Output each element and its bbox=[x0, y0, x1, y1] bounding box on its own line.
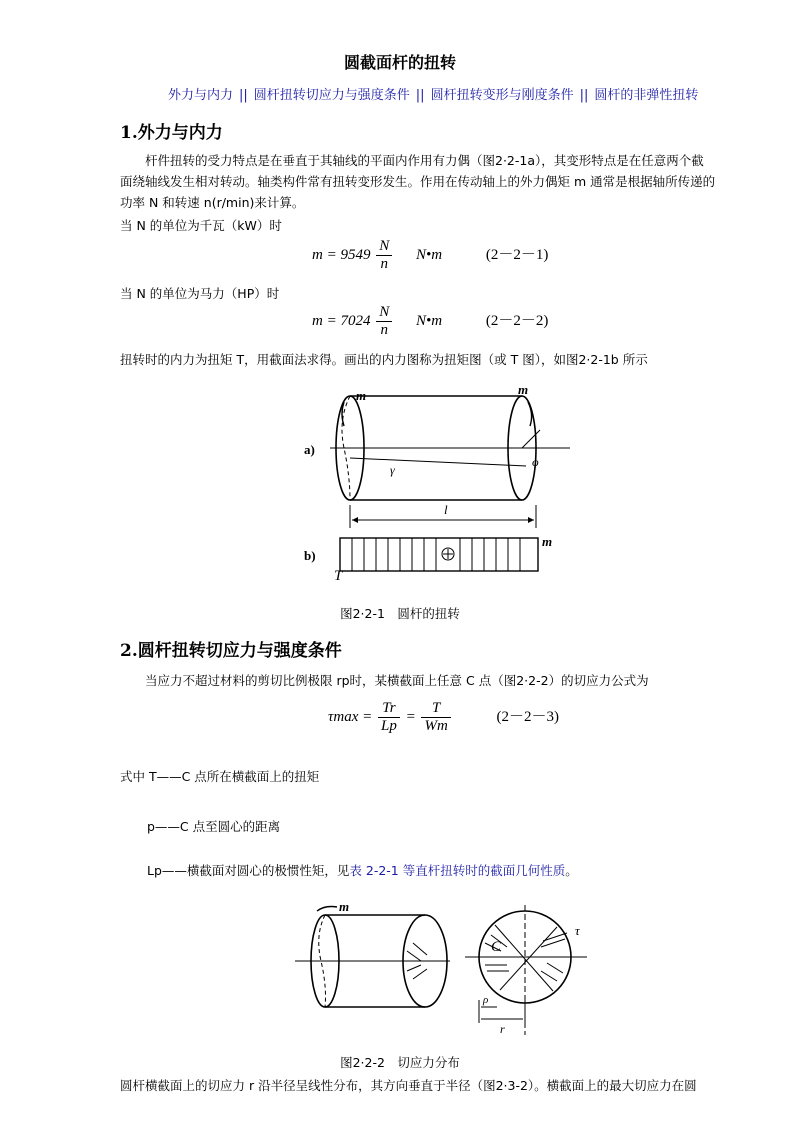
formula-lhs: τmax = bbox=[328, 708, 373, 725]
formula-lhs: m = 7024 bbox=[312, 312, 371, 329]
label-m: m bbox=[356, 388, 367, 403]
label-b: b) bbox=[304, 548, 316, 563]
numerator: N bbox=[376, 304, 392, 322]
label-r: r bbox=[500, 1022, 505, 1036]
equation-number: (2－2－3) bbox=[496, 708, 560, 725]
figure-caption-2: 图2·2-2 切应力分布 bbox=[340, 1055, 460, 1070]
figure-shear-stress-distribution bbox=[295, 895, 595, 1040]
numerator: T bbox=[421, 700, 450, 718]
nav-link-inelastic-torsion[interactable]: 圆杆的非弹性扭转 bbox=[594, 88, 699, 103]
paragraph-line: 当应力不超过材料的剪切比例极限 rp时，某横截面上任意 C 点（图2·2-2）的切应力公式为 bbox=[145, 673, 649, 688]
fraction bbox=[376, 238, 392, 273]
nav-separator: || bbox=[239, 88, 248, 103]
label-l: l bbox=[444, 502, 448, 517]
fraction bbox=[421, 700, 450, 735]
paragraph-line: 当 N 的单位为马力（HP）时 bbox=[120, 286, 280, 301]
label-a: a) bbox=[304, 442, 315, 457]
formula-2-2-2 bbox=[312, 304, 548, 339]
section-nav bbox=[168, 84, 698, 103]
denominator: Wm bbox=[424, 718, 448, 734]
label-tau: τ bbox=[575, 923, 580, 938]
label-C: C bbox=[491, 939, 502, 955]
figure-torsion-bar bbox=[300, 380, 600, 585]
equals-sign: = bbox=[405, 708, 416, 725]
label-rho: ρ bbox=[483, 994, 489, 1006]
paragraph-line: 功率 N 和转速 n(r/min)来计算。 bbox=[120, 195, 305, 210]
page-title: 圆截面杆的扭转 bbox=[343, 53, 456, 72]
paragraph-line: 扭转时的内力为扭矩 T，用截面法求得。画出的内力图称为扭矩图（或 T 图），如图2·2-1b 所示 bbox=[120, 352, 648, 367]
fraction bbox=[378, 700, 400, 735]
where-clause-rho: p——C 点至圆心的距离 bbox=[147, 819, 281, 834]
label-T: T bbox=[334, 568, 343, 584]
formula-unit: N•m bbox=[415, 312, 443, 329]
where-clause-Lp bbox=[147, 860, 578, 881]
denominator: Lp bbox=[380, 718, 397, 734]
formula-unit: N•m bbox=[415, 246, 443, 263]
fraction bbox=[376, 304, 392, 339]
section-heading-1: 1.外力与内力 bbox=[120, 123, 223, 143]
label-phi: φ bbox=[532, 455, 539, 469]
paragraph-line: 杆件扭转的受力特点是在垂直于其轴线的平面内作用有力偶（图2·2-1a），其变形特点是在任意两个截 bbox=[145, 153, 704, 168]
table-link[interactable]: 表 2-2-1 等直杆扭转时的截面几何性质 bbox=[349, 863, 566, 878]
label-m: m bbox=[542, 534, 553, 549]
denominator: n bbox=[380, 322, 388, 338]
numerator: N bbox=[376, 238, 392, 256]
paragraph-line: 圆杆横截面上的切应力 r 沿半径呈线性分布，其方向垂直于半径（图2·3-2）。横截面上的最大切应力在圆 bbox=[120, 1078, 697, 1093]
section-heading-2: 2.圆杆扭转切应力与强度条件 bbox=[120, 641, 342, 661]
label-gamma: γ bbox=[390, 463, 395, 477]
formula-2-2-1 bbox=[312, 238, 548, 273]
equation-number: (2－2－1) bbox=[485, 246, 549, 263]
numerator: Tr bbox=[378, 700, 400, 718]
formula-2-2-3 bbox=[328, 700, 559, 735]
nav-link-deformation-stiffness[interactable]: 圆杆扭转变形与刚度条件 bbox=[430, 88, 574, 103]
label-m: m bbox=[339, 899, 350, 914]
label-m: m bbox=[518, 382, 529, 397]
figure-caption-1: 图2·2-1 圆杆的扭转 bbox=[340, 606, 460, 621]
text: 。 bbox=[565, 863, 578, 878]
equation-number: (2－2－2) bbox=[485, 312, 549, 329]
nav-separator: || bbox=[579, 88, 589, 103]
denominator: n bbox=[380, 256, 388, 272]
paragraph-line: 当 N 的单位为千瓦（kW）时 bbox=[120, 218, 282, 233]
text: Lp——横截面对圆心的极惯性矩，见 bbox=[147, 863, 350, 878]
nav-link-external-internal-force[interactable]: 外力与内力 bbox=[168, 88, 234, 103]
formula-lhs: m = 9549 bbox=[312, 246, 371, 263]
where-clause-T: 式中 T——C 点所在横截面上的扭矩 bbox=[120, 769, 320, 784]
nav-link-shear-stress-strength[interactable]: 圆杆扭转切应力与强度条件 bbox=[253, 88, 410, 103]
paragraph-line: 面绕轴线发生相对转动。轴类构件常有扭转变形发生。作用在传动轴上的外力偶矩 m 通常是根据轴所传递的 bbox=[120, 174, 716, 189]
nav-separator: || bbox=[415, 88, 425, 103]
